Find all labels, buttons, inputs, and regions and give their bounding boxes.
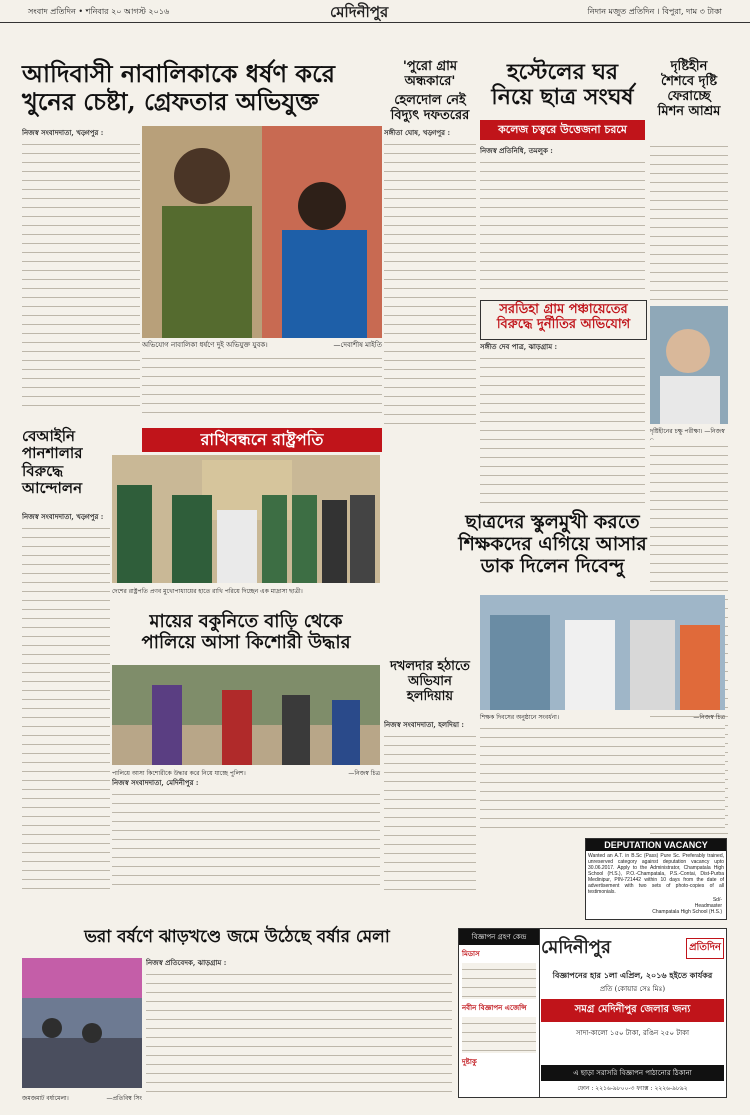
ad-contact: এ ছাড়া সরাসরি বিজ্ঞাপন পাঠানোর ঠিকানা [541, 1065, 724, 1081]
story2-headline: হেলদোল নেই বিদ্যুৎ দফতরের [390, 92, 470, 123]
story10-body [384, 720, 476, 890]
story7-caption: দেশের রাষ্ট্রপতি প্রণব মুখোপাধ্যায়ের হাতে রাখি পরিয়ে দিচ্ছেন এক মাদ্রাসা ছাত্রী। [112, 588, 303, 595]
teachers-event-image [480, 595, 725, 710]
eye-test-image [650, 306, 728, 424]
story10-headline3: হলদিয়ায় [406, 688, 454, 704]
story11-photo [22, 958, 142, 1088]
signature-school: Champatala High School (H.S.) [652, 909, 722, 915]
story-rain-fair [22, 928, 452, 948]
ad-offer-unit: প্রতি (কোয়ার সেঃ মিঃ) [599, 985, 666, 993]
deputation-body: Wanted an A.T. in B.Sc (Pass) Pure Sc. Preferably trained, unreserved category against deputation vacancy upto 30.06.2017. Apply to the Administrator, Champatala High School (H.S.), P.O.-Champatala, P.S.-Contai, Dist-Purba Medinipur, PIN-721442 within 10 days from the date of advertisement with two sets of photo-copies of all testimonials. [588, 853, 724, 895]
story6-byline: নিজস্ব সংবাদদাতা, খড়্গপুর : [22, 512, 104, 521]
signature-sd: Sd/- [712, 897, 722, 903]
headline-line2: খুনের চেষ্টা, গ্রেফতার অভিযুক্ত [22, 86, 319, 116]
story2-quote: 'পুরো গ্রাম অন্ধকারে' [402, 59, 458, 89]
story1-caption: অভিযোগ নাবালিকা ধর্ষণে দুই অভিযুক্ত যুবক। [142, 341, 268, 349]
story9-headline1: মায়ের বকুনিতে বাড়ি থেকে [149, 611, 343, 632]
header-date: সংবাদ প্রতিদিন • শনিবার ২০ আগস্ট ২০১৬ [28, 7, 170, 16]
story-encroachment [384, 660, 476, 705]
story3-headline2: নিয়ে ছাত্র সংঘর্ষ [491, 84, 634, 111]
story5-headline2: বিরুদ্ধে দুর্নীতির অভিযোগ [496, 316, 631, 332]
story10-byline: নিজস্ব সংবাদদাতা, হলদিয়া : [384, 720, 464, 729]
story4-headline2: শৈশবে দৃষ্টি [661, 73, 717, 89]
ad-paper: প্রতিদিন [686, 938, 724, 959]
story8-body [480, 722, 725, 832]
story2-byline: সঙ্গীতা ঘোষ, খড়্গপুর : [384, 128, 451, 137]
header-price: নিদান মজুত প্রতিদিন । বিপুরা, দাম ৩ টাকা [587, 7, 722, 16]
advertisement-box [458, 928, 727, 1098]
story1-byline: নিজস্ব সংবাদদাতা, খড়্গপুর : [22, 128, 104, 137]
story7-photo [112, 455, 380, 583]
page-header [0, 0, 750, 23]
story1-body [22, 128, 140, 418]
story5-body [480, 342, 645, 507]
story4-credit: —নিজস্ব [704, 428, 725, 435]
ad-footer [541, 1065, 724, 1094]
story11-credit: —প্রতিবিম্ব সিং [106, 1095, 142, 1102]
story-vision-mission [650, 60, 728, 120]
story4-headline1: দৃষ্টিহীন [670, 59, 708, 74]
deputation-signature [586, 897, 726, 915]
ad-place-3: দুষ্টাকু [462, 1057, 477, 1066]
rain-fair-image [22, 958, 142, 1088]
ad-offer: বিজ্ঞাপনের হার ১লা এপ্রিল, ২০১৬ হইতে কার্যকর [552, 970, 713, 980]
page-section-title: মেদিনীপুর [330, 3, 389, 21]
ad-centers-label: বিজ্ঞাপন গ্রহণ কেন্দ্র [459, 929, 539, 945]
story9-headline2: পালিয়ে আসা কিশোরী উদ্ধার [141, 631, 351, 653]
story9-byline: নিজস্ব সংবাদদাতা, মেদিনীপুর : [112, 778, 199, 787]
accused-photo-image [142, 126, 382, 338]
story11-body [146, 958, 452, 1098]
story5-byline: সঙ্গীত দেব পাত্র, ঝাড়গ্রাম : [480, 342, 558, 351]
story4-headline4: মিশন আশ্রম [657, 103, 721, 119]
story6-headline4: আন্দোলন [22, 478, 83, 497]
ad-place-2: নবীন বিজ্ঞাপন এজেন্সি [462, 1003, 527, 1012]
story8-headline1: ছাত্রদের স্কুলমুখী করতে [465, 511, 640, 533]
story-sardiha [480, 300, 647, 340]
story9-body [112, 778, 380, 890]
headline-line1: আদিবাসী নাবালিকাকে ধর্ষণ করে [22, 59, 335, 88]
story3-body [480, 146, 645, 296]
story11-headline: ভরা বর্ষণে ঝাড়খণ্ডে জমে উঠেছে বর্ষার মেলা [84, 927, 390, 947]
story10-headline1: দখলদার হঠাতে [390, 659, 470, 674]
ad-centers [459, 929, 540, 1097]
deputation-vacancy-ad [585, 838, 727, 920]
story1-caption-row [142, 339, 382, 351]
story6-headline2: পানশালার [22, 444, 83, 463]
signature-role: Headmaster [694, 903, 722, 909]
ad-rate: সাদা-কালো ১৫০ টাকা, রঙিন ২৫০ টাকা [575, 1029, 690, 1037]
story-rape-headline [22, 60, 372, 115]
story-illegal-bar [22, 428, 122, 497]
story9-credit: —নিজস্ব চিত্র [348, 770, 380, 777]
story8-caption: শিক্ষক দিবসের অনুষ্ঠানে সংবর্ধনা। [480, 714, 560, 721]
story1-body-continued [142, 352, 382, 418]
story10-headline2: অভিযান [408, 673, 452, 689]
story2-body [384, 128, 476, 433]
story9-photo [112, 665, 380, 765]
story-hostel [480, 60, 645, 111]
story9-caption: পালিয়ে আসা কিশোরীকে উদ্ধার করে নিয়ে যাচ্ছে পুলিশ। [112, 770, 246, 777]
ad-phone: ফোন : ২২১৬-৯৮০০-৩ ফ্যাক্স : ২২২৬-৯৮৯২ [577, 1085, 688, 1092]
story3-headline1: হস্টেলের ঘর [506, 59, 619, 85]
story1-credit: —দেবাশীষ মাইতি [333, 341, 382, 349]
story5-headline1: সরডিহা গ্রাম পঞ্চায়েতের [499, 302, 628, 317]
story4-body [650, 140, 728, 300]
story8-headline3: ডাক দিলেন দিবেন্দু [480, 554, 625, 577]
story8-photo [480, 595, 725, 710]
story8-headline2: শিক্ষকদের এগিয়ে আসার [458, 532, 647, 555]
president-rakhi-image [112, 455, 380, 583]
deputation-title: DEPUTATION VACANCY [586, 839, 726, 851]
story11-caption: জমজমাট বর্ষামেলা। [22, 1095, 69, 1102]
story8-credit: —নিজস্ব চিত্র [693, 714, 725, 721]
story4-headline3: ফেরাচ্ছে [667, 88, 711, 104]
story7-banner: রাখিবন্ধনে রাষ্ট্রপতি [142, 428, 382, 452]
story6-headline1: বেআইনি [22, 427, 75, 445]
story-runaway-girl [112, 612, 380, 653]
story11-byline: নিজস্ব প্রতিবেদক, ঝাড়গ্রাম : [146, 958, 227, 967]
story6-body [22, 512, 110, 892]
story1-photo [142, 126, 382, 338]
story-teachers [380, 512, 725, 578]
story-electricity [384, 60, 476, 124]
story3-banner: কলেজ চত্বরে উত্তেজনা চরমে [480, 120, 645, 140]
ad-brand: মেদিনীপুর [541, 937, 611, 958]
ad-coverage: সমগ্র মেদিনীপুর জেলার জন্য [541, 999, 724, 1022]
ad-main [541, 933, 724, 1039]
rescue-crowd-image [112, 665, 380, 765]
story11-caption-row [22, 1093, 142, 1104]
ad-place-1: মিডাস [462, 949, 480, 958]
story3-byline: নিজস্ব প্রতিনিধি, তমলুক : [480, 146, 553, 155]
story6-headline3: বিরুদ্ধে [22, 461, 64, 480]
story4-photo [650, 306, 728, 424]
story4-caption: দৃষ্টিহীনের চক্ষু পরীক্ষা। [650, 428, 703, 435]
